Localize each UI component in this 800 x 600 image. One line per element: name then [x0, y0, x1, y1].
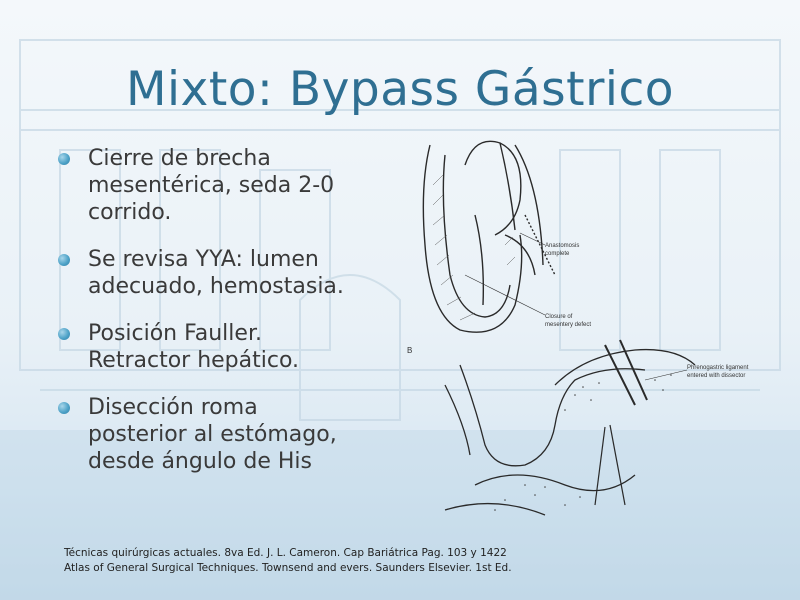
bullet-item	[58, 145, 398, 226]
bullet-text: Cierre de brecha mesentérica, seda 2-0 corrido.	[88, 146, 335, 225]
bullet-dot-icon	[58, 402, 70, 414]
closure-label-2: mesentery defect	[545, 322, 592, 328]
bullet-item	[58, 246, 398, 300]
references	[64, 546, 764, 576]
slide-title: Mixto: Bypass Gástrico	[125, 62, 675, 117]
reference-line: Atlas of General Surgical Techniques. Townsend and evers. Saunders Elsevier. 1st Ed.	[64, 562, 512, 574]
bullet-dot-icon	[58, 254, 70, 266]
anastomosis-label: Anastomosis	[545, 243, 580, 249]
bullet-item	[58, 394, 398, 475]
bullet-list	[58, 145, 398, 495]
anastomosis-label-2: complete	[545, 251, 570, 257]
stomach-pouch-drawing	[423, 141, 555, 332]
bullet-item	[58, 320, 398, 374]
bullet-dot-icon	[58, 153, 70, 165]
bullet-text: Posición Fauller. Retractor hepático.	[88, 321, 300, 373]
bullet-dot-icon	[58, 328, 70, 340]
phreno-label-2: entered with dissector	[687, 373, 746, 379]
hatching	[433, 175, 515, 320]
panel-letter: B	[407, 346, 413, 355]
dissection-drawing	[445, 340, 695, 515]
phreno-label: Phrenogastric ligament	[687, 365, 749, 371]
bullet-text: Se revisa YYA: lumen adecuado, hemostasia.	[88, 247, 344, 299]
surgical-illustration	[405, 125, 800, 545]
closure-label: Closure of	[545, 314, 573, 320]
reference-line: Técnicas quirúrgicas actuales. 8va Ed. J. L. Cameron. Cap Bariátrica Pag. 103 y 1422	[64, 547, 507, 559]
bullet-text: Disección roma posterior al estómago, desde ángulo de His	[88, 395, 337, 474]
